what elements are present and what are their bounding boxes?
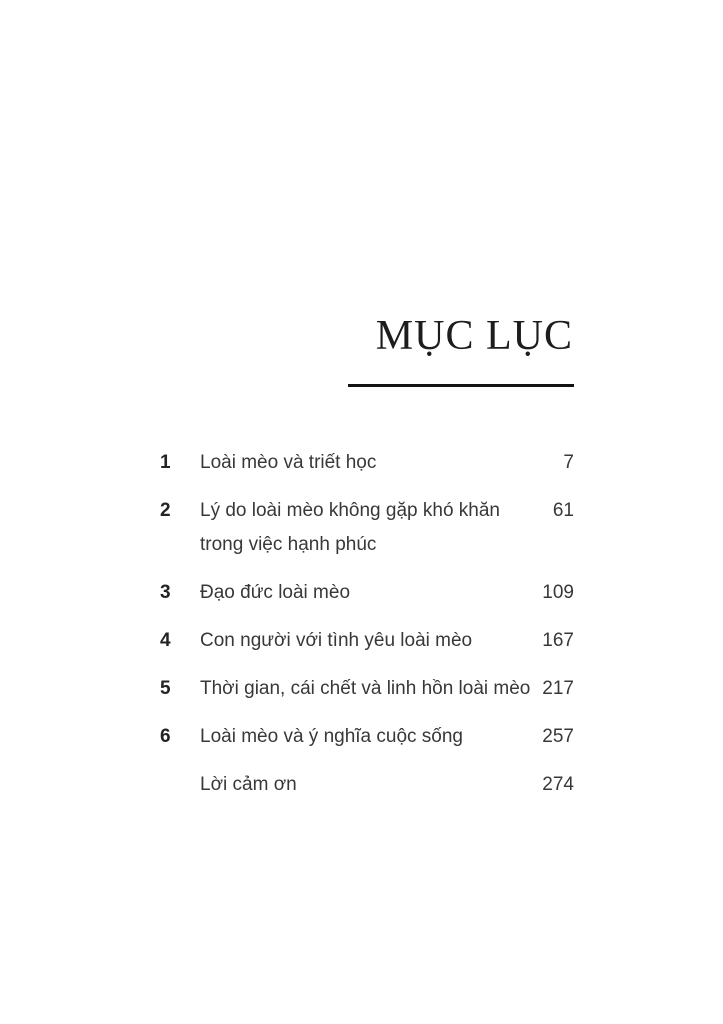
chapter-number: 4 bbox=[160, 630, 171, 651]
chapter-number: 2 bbox=[160, 500, 171, 521]
chapter-number: 1 bbox=[160, 452, 171, 473]
chapter-title-line: trong việc hạnh phúc bbox=[200, 534, 377, 555]
chapter-page-number: 109 bbox=[542, 582, 574, 603]
chapter-number: 5 bbox=[160, 678, 171, 699]
chapter-title bbox=[200, 446, 532, 480]
toc-entry bbox=[160, 624, 574, 658]
title-underline bbox=[348, 384, 574, 387]
toc-entry bbox=[160, 768, 574, 802]
chapter-page-number: 7 bbox=[563, 452, 574, 473]
toc-entry bbox=[160, 446, 574, 480]
chapter-title-line: Thời gian, cái chết và linh hồn loài mèo bbox=[200, 678, 531, 699]
chapter-title-line: Con người với tình yêu loài mèo bbox=[200, 630, 473, 651]
toc-entry bbox=[160, 720, 574, 754]
chapter-title bbox=[200, 672, 532, 706]
chapter-page-number: 167 bbox=[542, 630, 574, 651]
chapter-page-number: 217 bbox=[542, 678, 574, 699]
toc-list bbox=[160, 446, 574, 802]
chapter-title bbox=[200, 720, 532, 754]
chapter-title bbox=[200, 576, 532, 610]
chapter-page-number: 61 bbox=[552, 500, 574, 521]
toc-entry bbox=[160, 576, 574, 610]
toc-entry bbox=[160, 672, 574, 706]
chapter-title bbox=[200, 624, 532, 658]
chapter-title bbox=[200, 494, 532, 562]
chapter-page-number: 274 bbox=[542, 774, 574, 795]
chapter-title-line: Loài mèo và ý nghĩa cuộc sống bbox=[200, 726, 464, 747]
chapter-title-line: Lý do loài mèo không gặp khó khăn bbox=[200, 500, 500, 521]
chapter-number: 3 bbox=[160, 582, 171, 603]
chapter-number: 6 bbox=[160, 726, 171, 747]
chapter-page-number: 257 bbox=[542, 726, 574, 747]
chapter-title-line: Đạo đức loài mèo bbox=[200, 582, 351, 603]
chapter-title-line: Loài mèo và triết học bbox=[200, 452, 377, 473]
chapter-title bbox=[200, 768, 532, 802]
chapter-title-line: Lời cảm ơn bbox=[200, 774, 297, 795]
page-title: MỤC LỤC bbox=[375, 313, 573, 359]
toc-entry bbox=[160, 494, 574, 562]
